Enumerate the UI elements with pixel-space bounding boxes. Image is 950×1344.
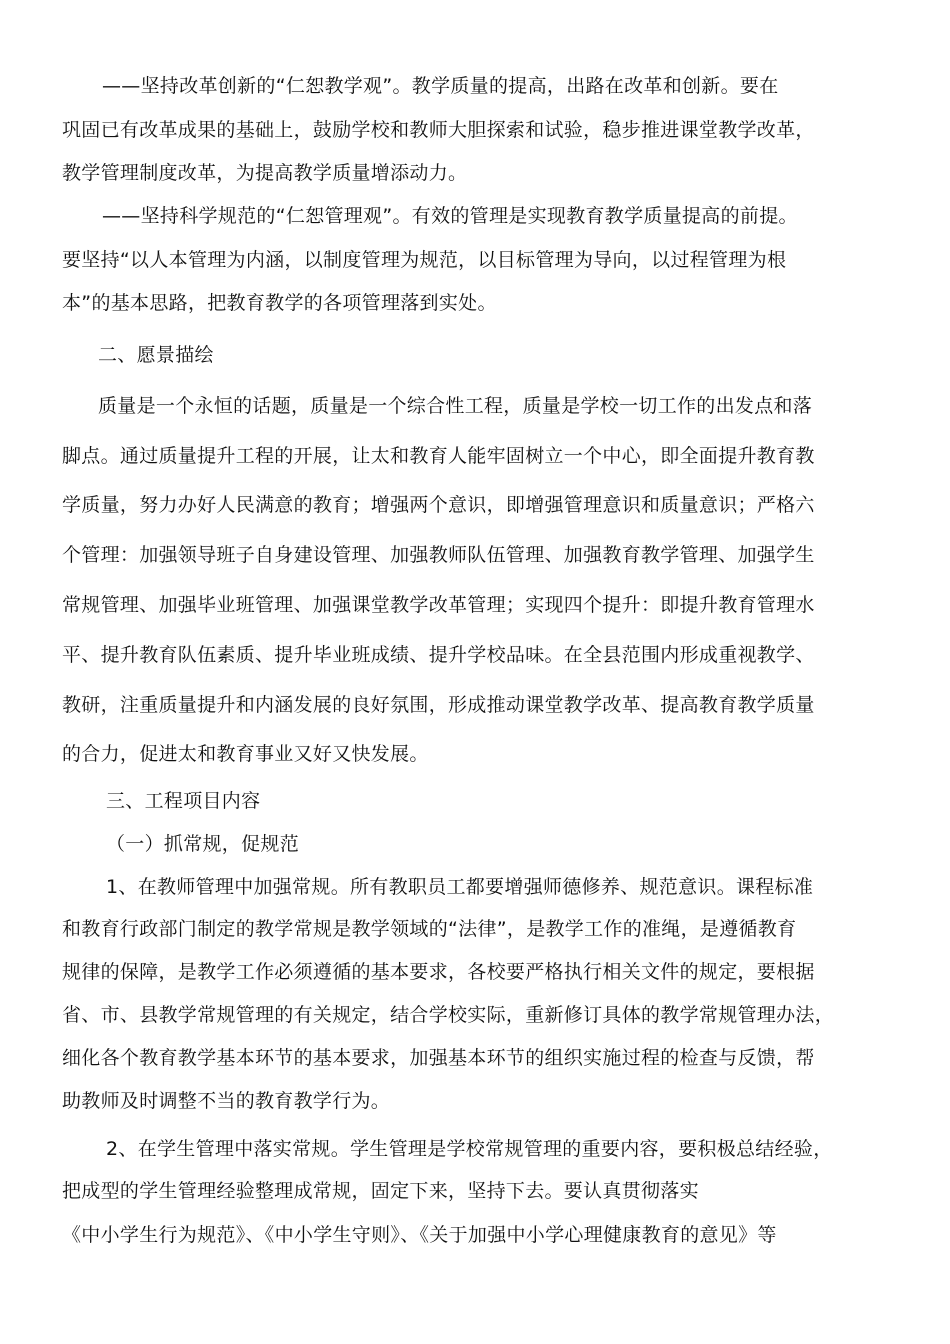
- paragraph-line-14: 的合力，促进太和教育事业又好又快发展。: [62, 743, 429, 765]
- paragraph-line-21: 2、在学生管理中落实常规。学生管理是学校常规管理的重要内容，要积极总结经验，: [106, 1138, 833, 1160]
- paragraph-line-6: 本”的基本思路，把教育教学的各项管理落到实处。: [62, 292, 497, 314]
- paragraph-line-10: 个管理：加强领导班子自身建设管理、加强教师队伍管理、加强教育教学管理、加强学生: [62, 544, 815, 566]
- paragraph-line-11: 常规管理、加强毕业班管理、加强课堂教学改革管理；实现四个提升：即提升教育管理水: [62, 594, 815, 616]
- paragraph-line-9: 学质量，努力办好人民满意的教育；增强两个意识，即增强管理意识和质量意识；严格六: [62, 494, 815, 516]
- paragraph-line-22: 把成型的学生管理经验整理成常规，固定下来，坚持下去。要认真贯彻落实: [62, 1180, 699, 1202]
- paragraph-line-17: 规律的保障，是教学工作必须遵循的基本要求，各校要严格执行相关文件的规定，要根据: [62, 961, 815, 983]
- paragraph-line-8: 脚点。通过质量提升工程的开展，让太和教育人能牢固树立一个中心，即全面提升教育教: [62, 445, 815, 467]
- section-heading-vision: 二、愿景描绘: [98, 344, 214, 366]
- paragraph-line-12: 平、提升教育队伍素质、提升毕业班成绩、提升学校品味。在全县范围内形成重视教学、: [62, 644, 815, 666]
- paragraph-line-23: 《中小学生行为规范》、《中小学生守则》、《关于加强中小学心理健康教育的意见》等: [62, 1224, 777, 1246]
- paragraph-line-1: ——坚持改革创新的“仁恕教学观”。教学质量的提高，出路在改革和创新。要在: [102, 75, 779, 97]
- paragraph-line-3: 教学管理制度改革，为提高教学质量增添动力。: [62, 162, 468, 184]
- paragraph-line-16: 和教育行政部门制定的教学常规是教学领域的“法律”，是教学工作的准绳，是遵循教育: [62, 918, 797, 940]
- paragraph-line-13: 教研，注重质量提升和内涵发展的良好氛围，形成推动课堂教学改革、提高教育教学质量: [62, 694, 815, 716]
- paragraph-line-19: 细化各个教育教学基本环节的基本要求，加强基本环节的组织实施过程的检查与反馈，帮: [62, 1047, 815, 1069]
- paragraph-line-2: 巩固已有改革成果的基础上，鼓励学校和教师大胆探索和试验，稳步推进课堂教学改革，: [62, 119, 815, 141]
- section-heading-project-content: 三、工程项目内容: [106, 790, 261, 812]
- paragraph-line-15: 1、在教师管理中加强常规。所有教职员工都要增强师德修养、规范意识。课程标准: [106, 876, 814, 898]
- paragraph-line-20: 助教师及时调整不当的教育教学行为。: [62, 1090, 391, 1112]
- subsection-heading-routine: （一）抓常规，促规范: [106, 833, 300, 855]
- paragraph-line-4: ——坚持科学规范的“仁恕管理观”。有效的管理是实现教育教学质量提高的前提。: [102, 205, 798, 227]
- paragraph-line-7: 质量是一个永恒的话题，质量是一个综合性工程，质量是学校一切工作的出发点和落: [98, 395, 813, 417]
- paragraph-line-18: 省、市、县教学常规管理的有关规定，结合学校实际，重新修订具体的教学常规管理办法，: [62, 1004, 835, 1026]
- paragraph-line-5: 要坚持“以人本管理为内涵，以制度管理为规范，以目标管理为导向，以过程管理为根: [62, 249, 787, 271]
